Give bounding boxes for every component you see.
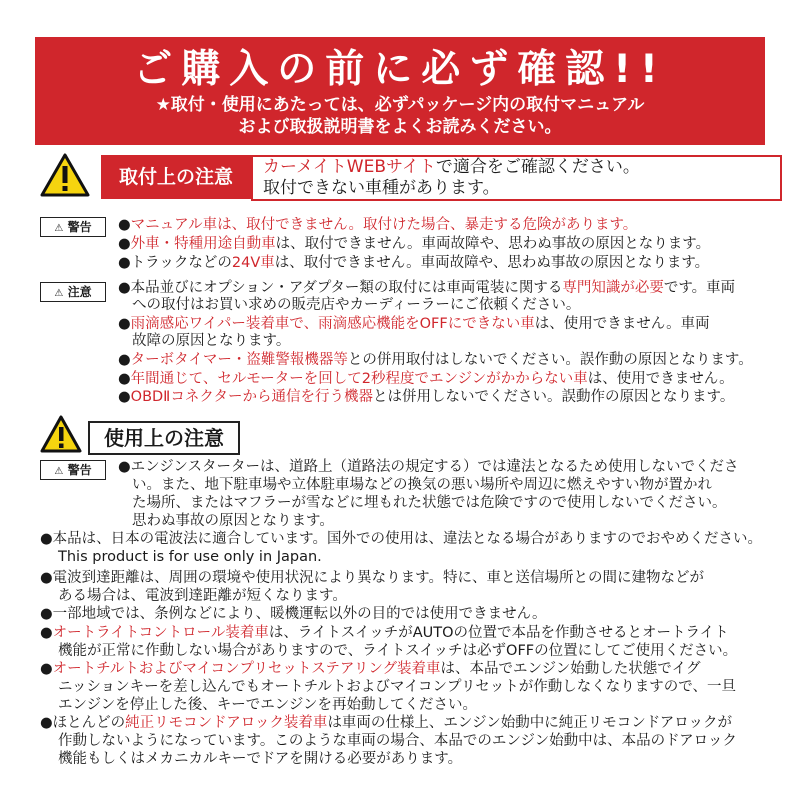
install-notice — [40, 152, 770, 202]
usage-warning-badge: ⚠ 警告 — [40, 460, 106, 480]
note-item: ●電波到達距離は、周囲の環境や使用状況により異なります。特に、車と送信場所との間に建物などが — [40, 570, 704, 586]
install-warning-badge: ⚠ 警告 — [40, 217, 106, 237]
note-text-cont: エンジンを停止した後、キーでエンジンを再始動してください。 — [58, 697, 478, 713]
badge-label: 警告 — [67, 220, 92, 234]
note-text-red: オートライトコントロール装着車 — [52, 625, 269, 641]
note-text-red: 純正リモコンドアロック装着車 — [125, 715, 328, 731]
note-item: ●本品は、日本の電波法に適合しています。国外での使用は、違法となる場合がありますのでおやめください。 — [40, 531, 762, 547]
note-item: ●オートライトコントロール装着車は、ライトスイッチがAUTOの位置で本品を作動させるとオートライト — [40, 625, 729, 641]
caution-text-red: OBDⅡコネクターから通信を行う機器 — [130, 389, 374, 405]
install-warning-item: ●外車・特種用途自動車は、取付できません。車両故障や、思わぬ事故の原因となります。 — [118, 236, 711, 252]
note-text-cont: ある場合は、電波到達距離が短くなります。 — [58, 588, 347, 604]
caution-text-red: 年間通じて、セルモーターを回して2秒程度でエンジンがかからない車 — [130, 371, 588, 387]
caution-item: ●本品並びにオプション・アダプター類の取付には車両電装に関する専門知識が必要です。車両 — [118, 280, 736, 296]
install-warning-item: ●トラックなどの24V車は、取付できません。車両故障や、思わぬ事故の原因となります。 — [118, 255, 710, 271]
warn-text-red: 24V車 — [231, 255, 275, 271]
install-notice-label: 取付上の注意 — [101, 155, 251, 199]
note-item: ●ほとんどの純正リモコンドアロック装着車は車両の仕様上、エンジン始動中に純正リモコンドアロックが — [40, 715, 732, 731]
caution-text: は、使用できません。 — [587, 371, 734, 387]
caution-text: です。車両 — [663, 280, 736, 296]
caution-item: ●雨滴感応ワイパー装着車で、雨滴感応機能をOFFにできない車は、使用できません。車両 — [118, 316, 710, 332]
note-text-english: This product is for use only in Japan. — [58, 549, 322, 565]
header-subtitle-line1: ★取付・使用にあたっては、必ずパッケージ内の取付マニュアル — [155, 95, 645, 115]
note-text: は、本品でエンジン始動した状態でイグ — [440, 661, 701, 677]
badge-label: 注意 — [67, 285, 92, 299]
note-item: ●一部地域では、条例などにより、暖機運転以外の目的では使用できません。 — [40, 606, 547, 622]
compat-web-link-text: カーメイトWEBサイト — [263, 157, 436, 177]
page-title: ご購入の前に必ず確認!! — [133, 47, 667, 92]
badge-label: 警告 — [67, 463, 92, 477]
install-notice-text: で適合をご確認ください。 — [435, 157, 640, 177]
note-text: は、ライトスイッチがAUTOの位置で本品を作動させるとオートライト — [268, 625, 729, 641]
warn-text: は、取付できません。車両故障や、思わぬ事故の原因となります。 — [275, 236, 711, 252]
install-caution-badge: ⚠ 注意 — [40, 282, 106, 302]
usage-warning-line: い。また、地下駐車場や立体駐車場などの換気の悪い場所や周辺に燃えやすい物が置かれ — [132, 477, 712, 493]
warn-text-red: マニュアル車は、取付できません。取付けた場合、暴走する危険があります。 — [130, 217, 638, 233]
warn-text: は、取付できません。車両故障や、思わぬ事故の原因となります。 — [274, 255, 710, 271]
warning-triangle-icon — [40, 152, 90, 198]
caution-text: は、使用できません。車両 — [534, 316, 710, 332]
caution-text-red: 雨滴感応ワイパー装着車で、雨滴感応機能をOFFにできない車 — [130, 316, 535, 332]
header-banner — [35, 37, 765, 145]
caution-text: 本品並びにオプション・アダプター類の取付には車両電装に関する — [130, 280, 563, 296]
note-text: 一部地域では、条例などにより、暖機運転以外の目的では使用できません。 — [52, 606, 547, 622]
caution-text-red: ターボタイマー・盗難警報機器等 — [130, 352, 348, 368]
note-text: 電波到達距離は、周囲の環境や使用状況により異なります。特に、車と送信場所との間に建物などが — [52, 570, 704, 586]
warn-text: トラックなどの — [130, 255, 232, 271]
usage-warning-text: エンジンスターターは、道路上（道路法の規定する）では違法となるため使用しないでくださ — [130, 459, 739, 475]
caution-item: ●ターボタイマー・盗難警報機器等との併用取付はしないでください。誤作動の原因となります。 — [118, 352, 753, 368]
caution-text: との併用取付はしないでください。誤作動の原因となります。 — [347, 352, 753, 368]
install-notice-line2: 取付できない車種があります。 — [263, 178, 500, 198]
caution-text: とは併用しないでください。誤動作の原因となります。 — [373, 389, 735, 405]
note-text-red: オートチルトおよびマイコンプリセットステアリング装着車 — [52, 661, 441, 677]
caution-item-cont: への取付はお買い求めの販売店やカーディーラーにご依頼ください。 — [132, 297, 581, 313]
caution-text-red: 専門知識が必要 — [562, 280, 664, 296]
install-warning-item: ●マニュアル車は、取付できません。取付けた場合、暴走する危険があります。 — [118, 217, 638, 233]
caution-item-cont: 故障の原因となります。 — [132, 333, 291, 349]
note-text: は車両の仕様上、エンジン始動中に純正リモコンドアロックが — [327, 715, 732, 731]
install-notice-message — [251, 155, 782, 201]
caution-item: ●OBDⅡコネクターから通信を行う機器とは併用しないでください。誤動作の原因となります。 — [118, 389, 735, 405]
note-text: 本品は、日本の電波法に適合しています。国外での使用は、違法となる場合がありますのでおやめください。 — [52, 531, 762, 547]
note-text-cont: 機能が正常に作動しない場合がありますので、ライトスイッチは必ずOFFの位置にしてご使用ください。 — [58, 643, 738, 659]
note-item: ●オートチルトおよびマイコンプリセットステアリング装着車は、本品でエンジン始動した状態でイグ — [40, 661, 701, 677]
note-text-cont: 機能もしくはメカニカルキーでドアを開ける必要があります。 — [58, 751, 463, 767]
note-text-cont: 作動しないようになっています。このような車両の場合、本品でのエンジン始動中は、本品のドアロック — [58, 733, 737, 749]
usage-notice-label: 使用上の注意 — [88, 421, 240, 455]
warning-triangle-icon — [40, 414, 82, 454]
note-text: ほとんどの — [52, 715, 126, 731]
note-text-cont: ニッションキーを差し込んでもオートチルトおよびマイコンプリセットが作動しなくなりますので、一旦 — [58, 679, 737, 695]
usage-warning-line: た場所、またはマフラーが雪などに埋もれた状態では危険ですので使用しないでください。 — [132, 495, 727, 511]
warn-text-red: 外車・特種用途自動車 — [130, 236, 276, 252]
usage-warning-line: 思わぬ事故の原因となります。 — [132, 513, 334, 529]
usage-warning-line: ●エンジンスターターは、道路上（道路法の規定する）では違法となるため使用しないでくださ — [118, 459, 739, 475]
header-subtitle-line2: および取扱説明書をよくお読みください。 — [238, 117, 562, 137]
caution-item: ●年間通じて、セルモーターを回して2秒程度でエンジンがかからない車は、使用できません。 — [118, 371, 734, 387]
